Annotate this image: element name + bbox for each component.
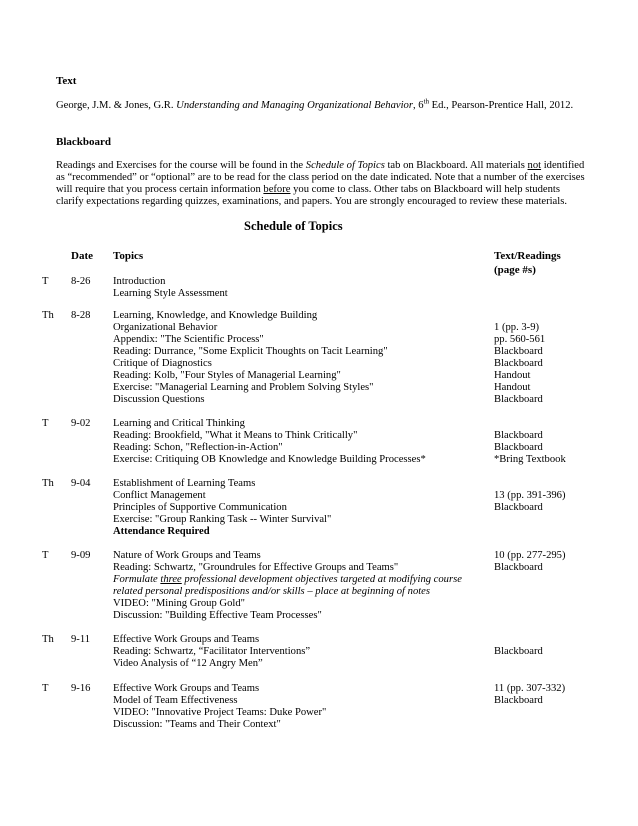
topic-line: Video Analysis of “12 Angry Men” xyxy=(113,658,263,669)
topic-line: Learning, Knowledge, and Knowledge Building xyxy=(113,310,318,321)
row-readings xyxy=(494,418,566,466)
row-topics xyxy=(113,550,462,622)
p3-c: you come to class. Other tabs on Blackboard will help students xyxy=(290,184,560,195)
citation-edition-sup: th xyxy=(423,97,430,106)
row-day: T xyxy=(42,683,49,694)
row-topics xyxy=(113,276,228,300)
row-readings xyxy=(494,683,565,707)
reading-line: Blackboard xyxy=(494,346,543,357)
p1-c: tab on Blackboard. All materials xyxy=(384,160,528,171)
reading-line: 11 (pp. 307-332) xyxy=(494,683,566,694)
topic-line: Discussion Questions xyxy=(113,394,205,405)
paragraph-line-4: clarify expectations regarding quizzes, examinations, and papers. You are strongly encouraged to review these materials. xyxy=(56,196,567,207)
formulate-a: Formulate xyxy=(113,574,161,585)
topic-line: VIDEO: "Mining Group Gold" xyxy=(113,598,245,609)
p1-not-underlined: not xyxy=(527,160,542,171)
reading-line: Blackboard xyxy=(494,430,543,441)
row-date: 8-28 xyxy=(71,310,91,321)
header-date: Date xyxy=(71,250,93,262)
header-text-readings-sub: (page #s) xyxy=(494,264,536,276)
row-date: 9-16 xyxy=(71,683,91,694)
row-day: Th xyxy=(42,478,54,489)
reading-line xyxy=(494,418,566,430)
row-date: 8-26 xyxy=(71,276,91,287)
attendance-required: Attendance Required xyxy=(113,526,210,537)
citation-edition-num: , 6 xyxy=(412,100,424,111)
paragraph-line-1 xyxy=(56,160,585,172)
paragraph-line-2: as “recommended” or “optional” are to be read for the class period on the date indicated. Note that a number of the exercises xyxy=(56,172,585,183)
row-date: 9-04 xyxy=(71,478,91,489)
topic-line: Appendix: "The Scientific Process" xyxy=(113,334,264,345)
p1-schedule-link-text: Schedule of Topics xyxy=(305,160,385,171)
topic-line: Discussion: "Building Effective Team Processes" xyxy=(113,610,322,621)
topic-line: related personal predispositions and/or skills – place at beginning of notes xyxy=(113,586,431,597)
topic-line: Effective Work Groups and Teams xyxy=(113,683,260,694)
reading-line xyxy=(494,478,566,490)
row-topics xyxy=(113,310,388,406)
reading-line: Blackboard xyxy=(494,394,543,405)
topic-line: Organizational Behavior xyxy=(113,322,218,333)
topic-line: Reading: Kolb, "Four Styles of Managerial Learning" xyxy=(113,370,341,381)
p3-before-underlined: before xyxy=(263,184,291,195)
row-readings xyxy=(494,550,566,574)
topic-line: VIDEO: "Innovative Project Teams: Duke Power" xyxy=(113,707,327,718)
formulate-rest: professional development objectives targeted at modifying course xyxy=(181,574,462,585)
reading-line xyxy=(494,310,545,322)
header-text-readings: Text/Readings xyxy=(494,250,561,262)
textbook-citation xyxy=(56,97,574,112)
reading-line: *Bring Textbook xyxy=(494,454,566,465)
reading-line: 1 (pp. 3-9) xyxy=(494,322,540,333)
topic-line: Reading: Schwartz, “Facilitator Interventions” xyxy=(113,646,311,657)
text-heading: Text xyxy=(56,75,77,87)
row-topics xyxy=(113,683,326,731)
citation-authors: George, J.M. & Jones, G.R. xyxy=(56,100,174,111)
reading-line: 10 (pp. 277-295) xyxy=(494,550,566,561)
reading-line: Handout xyxy=(494,370,531,381)
row-date: 9-09 xyxy=(71,550,91,561)
row-readings xyxy=(494,310,545,406)
topic-line: Effective Work Groups and Teams xyxy=(113,634,260,645)
reading-line: Blackboard xyxy=(494,442,543,453)
topic-line: Conflict Management xyxy=(113,490,206,501)
topic-line: Exercise: "Group Ranking Task -- Winter Survival" xyxy=(113,514,332,525)
blackboard-heading: Blackboard xyxy=(56,136,112,148)
topic-line: Reading: Brookfield, "What it Means to Think Critically" xyxy=(113,430,358,441)
formulate-three-underlined: three xyxy=(160,574,182,585)
p3-a: will require that you process certain information xyxy=(56,184,264,195)
p1-e: identified xyxy=(541,160,585,171)
citation-title: Understanding and Managing Organizational Behavior xyxy=(176,100,413,111)
header-topics: Topics xyxy=(113,250,144,262)
topic-line: Exercise: Critiquing OB Knowledge and Knowledge Building Processes* xyxy=(113,454,426,465)
row-readings xyxy=(494,478,566,514)
topic-line: Learning Style Assessment xyxy=(113,288,228,299)
schedule-title: Schedule of Topics xyxy=(244,219,343,233)
reading-line: 13 (pp. 391-396) xyxy=(494,490,566,501)
row-day: T xyxy=(42,276,49,287)
row-topics xyxy=(113,478,331,538)
topic-line: Model of Team Effectiveness xyxy=(113,695,238,706)
row-day: T xyxy=(42,550,49,561)
reading-line: Blackboard xyxy=(494,358,543,369)
row-day: T xyxy=(42,418,49,429)
topic-line: Exercise: "Managerial Learning and Problem Solving Styles" xyxy=(113,382,374,393)
reading-line xyxy=(494,634,543,646)
row-day: Th xyxy=(42,310,54,321)
reading-line: Handout xyxy=(494,382,531,393)
topic-line: Principles of Supportive Communication xyxy=(113,502,287,513)
row-topics xyxy=(113,634,310,670)
reading-line: Blackboard xyxy=(494,695,543,706)
topic-line: Reading: Durrance, "Some Explicit Thoughts on Tacit Learning" xyxy=(113,346,388,357)
topic-line: Learning and Critical Thinking xyxy=(113,418,245,429)
citation-rest: Ed., Pearson-Prentice Hall, 2012. xyxy=(429,100,574,111)
topic-line: Critique of Diagnostics xyxy=(113,358,212,369)
p1-a: Readings and Exercises for the course will be found in the xyxy=(56,160,306,171)
topic-line: Introduction xyxy=(113,276,166,287)
row-date: 9-02 xyxy=(71,418,91,429)
row-topics xyxy=(113,418,426,466)
formulate-line xyxy=(113,574,462,586)
blackboard-paragraph xyxy=(56,160,585,208)
topic-line: Reading: Schwartz, "Groundrules for Effective Groups and Teams" xyxy=(113,562,399,573)
reading-line: Blackboard xyxy=(494,562,543,573)
topic-line: Discussion: "Teams and Their Context" xyxy=(113,719,281,730)
row-readings xyxy=(494,634,543,658)
topic-line: Nature of Work Groups and Teams xyxy=(113,550,261,561)
reading-line: Blackboard xyxy=(494,646,543,657)
topic-line: Establishment of Learning Teams xyxy=(113,478,256,489)
paragraph-line-3 xyxy=(56,184,585,196)
reading-line: pp. 560-561 xyxy=(494,334,546,345)
topic-line: Reading: Schon, "Reflection-in-Action" xyxy=(113,442,283,453)
row-date: 9-11 xyxy=(71,634,91,645)
reading-line: Blackboard xyxy=(494,502,543,513)
row-day: Th xyxy=(42,634,54,645)
